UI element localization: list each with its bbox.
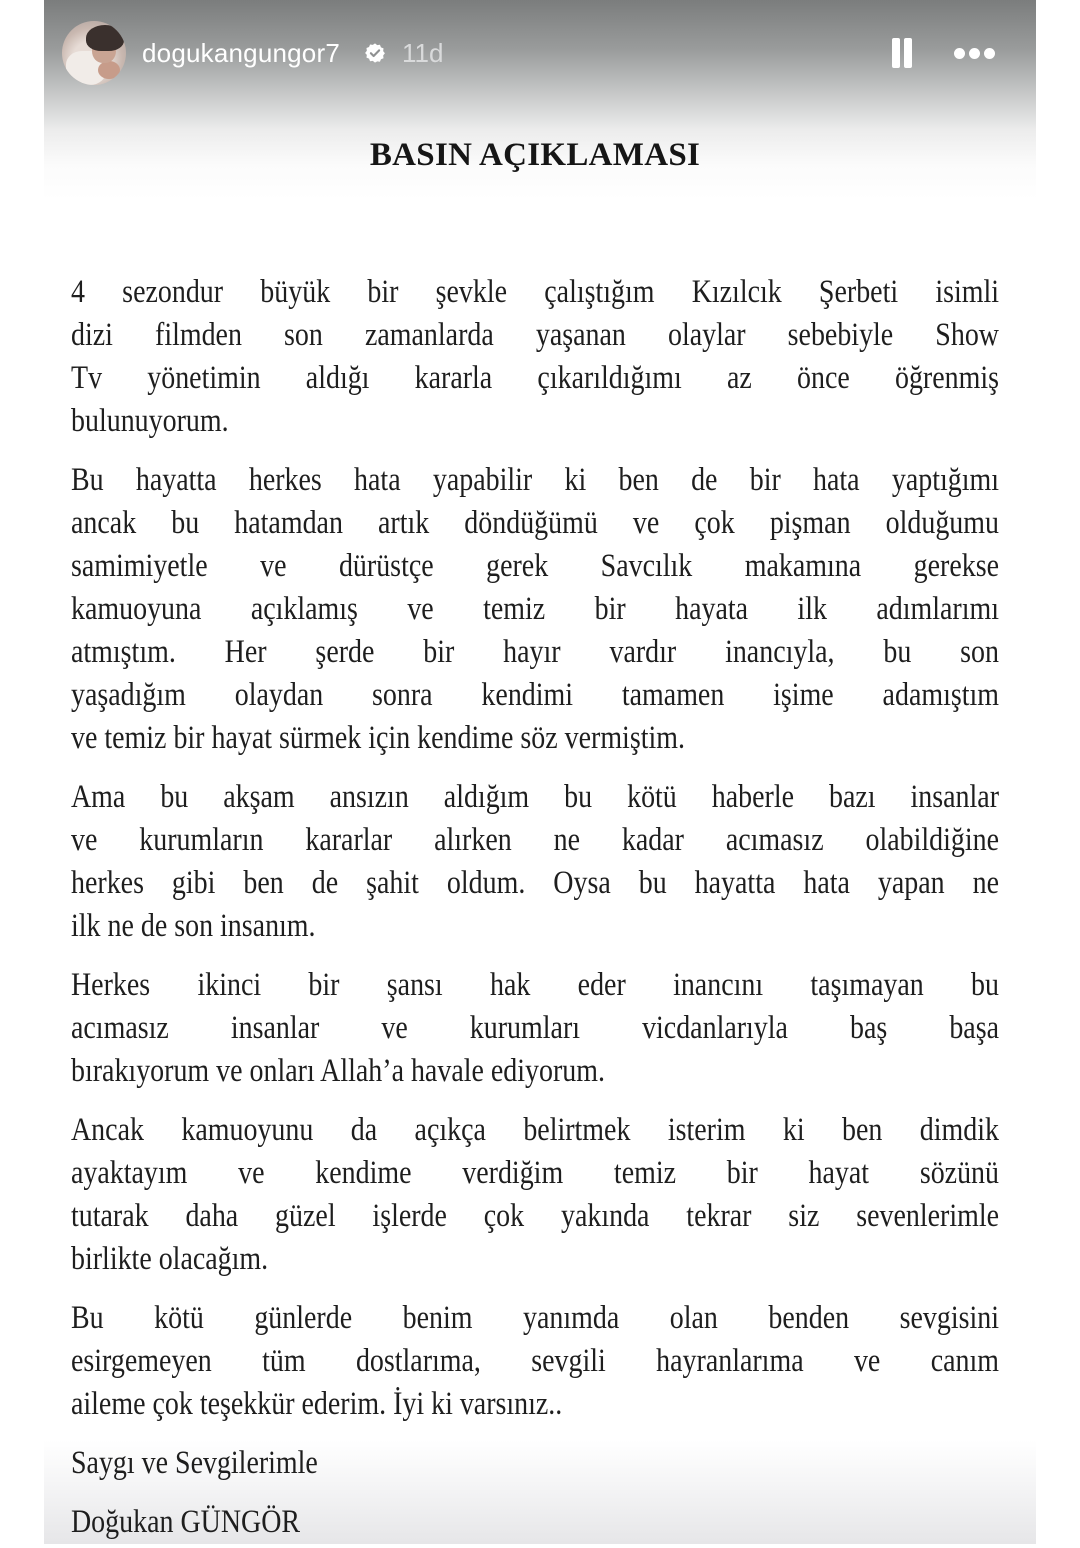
pause-icon	[892, 38, 900, 68]
paragraph	[71, 1109, 999, 1281]
post-time: 11d	[402, 38, 444, 68]
paragraph	[71, 1297, 999, 1426]
text-line: bulunuyorum.	[71, 403, 229, 439]
text-line: samimiyetle ve dürüstçe gerek Savcılık makamına gerekse	[71, 548, 1000, 584]
text-line: acımasız insanlar ve kurumları vicdanlarıyla baş başa	[71, 1010, 999, 1046]
text-line: bırakıyorum ve onları Allah’a havale ediyorum.	[71, 1053, 605, 1089]
paragraph	[71, 459, 999, 760]
avatar-hand	[98, 61, 120, 79]
text-line: Herkes ikinci bir şansı hak eder inancını taşımayan bu	[71, 967, 999, 1003]
pause-icon-bar	[904, 38, 912, 68]
text-line: tutarak daha güzel işlerde çok yakında tekrar siz sevenlerimle	[71, 1198, 1000, 1234]
text-line: aileme çok teşekkür ederim. İyi ki varsınız..	[71, 1386, 563, 1422]
text-line: Bu hayatta herkes hata yapabilir ki ben de bir hata yaptığımı	[71, 462, 999, 498]
text-line: ancak bu hatamdan artık döndüğümü ve çok pişman olduğumu	[71, 505, 999, 541]
verified-badge-icon	[364, 42, 386, 64]
closing-line: Saygı ve Sevgilerimle	[71, 1445, 318, 1481]
username-link[interactable]: dogukangungor7	[142, 38, 340, 68]
text-line: yaşadığım olaydan sonra kendimi tamamen işime adamıştım	[71, 677, 1000, 713]
text-line: birlikte olacağım.	[71, 1241, 269, 1277]
story-header	[44, 0, 1036, 110]
press-release-document	[71, 130, 999, 1544]
text-line: atmıştım. Her şerde bir hayır vardır inancıyla, bu son	[71, 634, 1000, 670]
text-line: Ama bu akşam ansızın aldığım bu kötü haberle bazı insanlar	[71, 779, 1000, 815]
text-line: Tv yönetimin aldığı kararla çıkarıldığımı az önce öğrenmiş	[71, 360, 999, 396]
paragraph	[71, 776, 999, 948]
paragraph	[71, 271, 999, 443]
text-line: ayaktayım ve kendime verdiğim temiz bir hayat sözünü	[71, 1155, 1000, 1191]
text-line: 4 sezondur büyük bir şevkle çalıştığım Kızılcık Şerbeti isimli	[71, 274, 1000, 310]
more-options-button[interactable]	[952, 42, 998, 66]
text-line: Ancak kamuoyunu da açıkça belirtmek isterim ki ben dimdik	[71, 1112, 1000, 1148]
profile-avatar[interactable]	[62, 21, 126, 85]
text-line: dizi filmden son zamanlarda yaşanan olaylar sebebiyle Show	[71, 317, 999, 353]
document-body	[71, 271, 999, 1544]
text-line: herkes gibi ben de şahit oldum. Oysa bu hayatta hata yapan ne	[71, 865, 1000, 901]
document-title: BASIN AÇIKLAMASI	[369, 137, 701, 173]
more-options-icon	[954, 48, 965, 59]
signature: Doğukan GÜNGÖR	[71, 1504, 301, 1540]
text-line: Bu kötü günlerde benim yanımda olan benden sevgisini	[71, 1300, 1000, 1336]
more-options-dot	[984, 48, 995, 59]
text-line: ilk ne de son insanım.	[71, 908, 316, 944]
text-line: ve kurumların kararlar alırken ne kadar acımasız olabildiğine	[71, 822, 1000, 858]
text-line: ve temiz bir hayat sürmek için kendime söz vermiştim.	[71, 720, 685, 756]
pause-button[interactable]	[890, 38, 914, 70]
text-line: esirgemeyen tüm dostlarıma, sevgili hayranlarıma ve canım	[71, 1343, 999, 1379]
more-options-dot	[969, 48, 980, 59]
instagram-story	[44, 0, 1036, 1544]
paragraph	[71, 964, 999, 1093]
avatar-hair	[86, 25, 124, 51]
text-line: kamuoyuna açıklamış ve temiz bir hayata ilk adımlarımı	[71, 591, 999, 627]
